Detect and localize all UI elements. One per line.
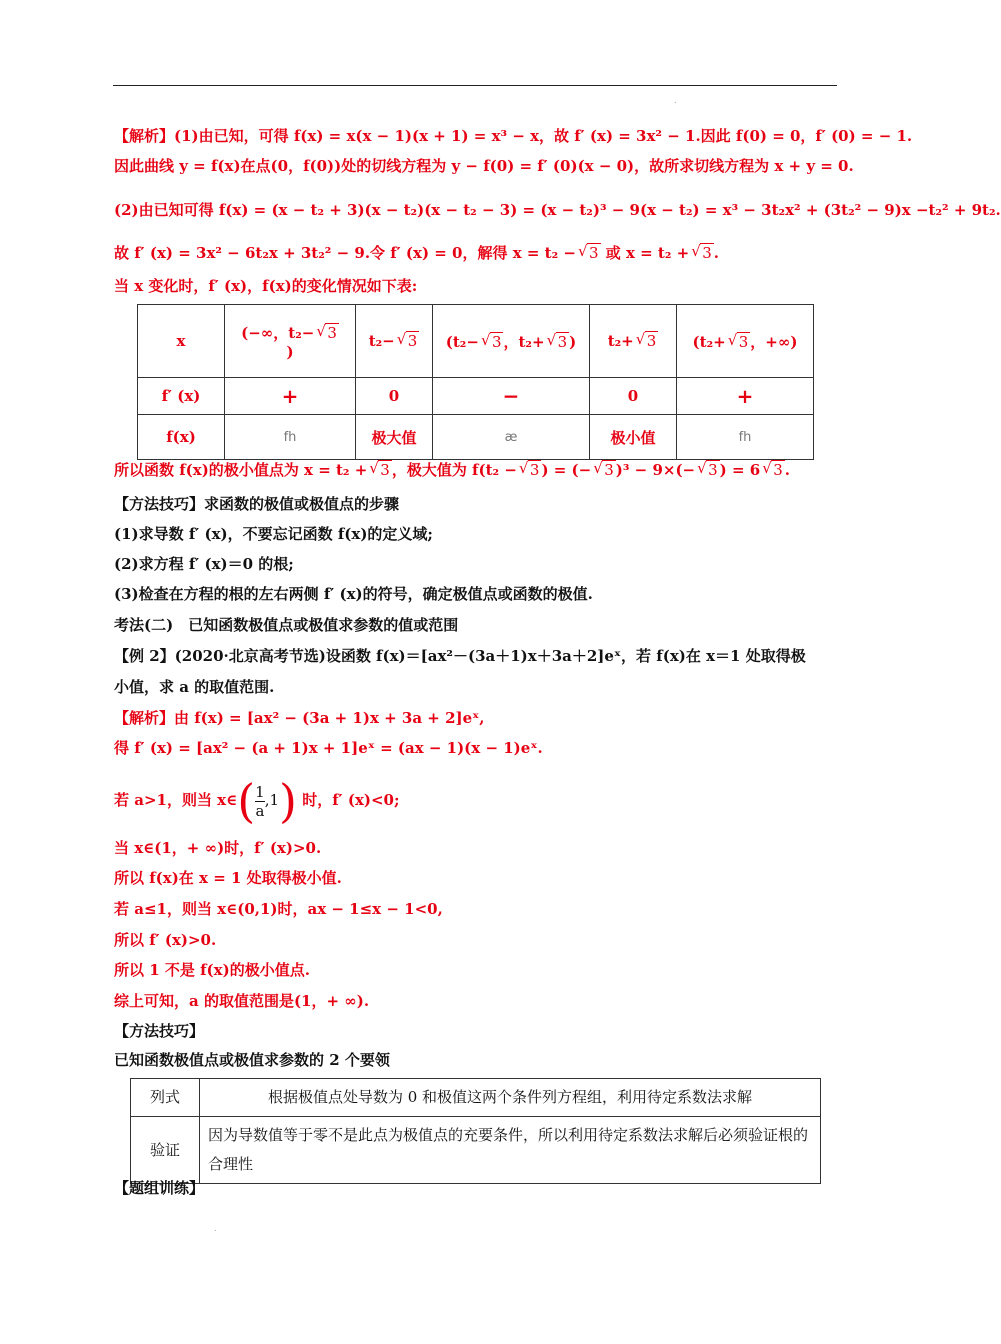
table-row xyxy=(131,1079,821,1117)
row-value: 根据极值点处导数为 0 和极值这两个条件列方程组，利用待定系数法求解 xyxy=(200,1079,821,1117)
header-dot: . xyxy=(674,96,677,105)
analysis1-line3: (2)由已知可得 f(x) = (x − t₂ + 3)(x − t₂)(x − t₂ − 3) = (x − t₂)³ − 9(x − t₂) = x³ − 3t₂x² + (3t₂² − 9)x −t₂² + 9t₂. xyxy=(114,201,1001,219)
analysis2-line7: 所以 f′ (x)>0. xyxy=(114,931,217,949)
example2-line1: 【例 2】(2020·北京高考节选)设函数 f(x)＝[ax²－(3a＋1)x＋3a＋2]eˣ，若 f(x)在 x＝1 处取得极 xyxy=(114,647,806,665)
footer-heading: 【题组训练】 xyxy=(114,1179,205,1197)
analysis2-line1: 【解析】由 f(x) = [ax² − (3a + 1)x + 3a + 2]eˣ, xyxy=(114,709,485,727)
table-row-function xyxy=(138,415,814,460)
header-rule xyxy=(113,85,837,86)
variation-table xyxy=(137,304,814,460)
analysis2-line9: 综上可知，a 的取值范围是(1，+ ∞). xyxy=(114,992,370,1010)
increasing-arrow-icon: fh xyxy=(225,415,356,460)
section2-title: 考法(二) 已知函数极值点或极值求参数的值或范围 xyxy=(114,616,459,634)
row-key: 列式 xyxy=(131,1079,200,1117)
method1-step1: (1)求导数 f′ (x)，不要忘记函数 f(x)的定义域; xyxy=(114,525,433,543)
table-header-row xyxy=(138,305,814,378)
cell-local-min: 极小值 xyxy=(590,415,677,460)
table-row-derivative xyxy=(138,378,814,415)
analysis1-line4: 故 f′ (x) = 3x² − 6t₂x + 3t₂² − 9.令 f′ (x) = 0，解得 x = t₂ −√ 3 或 x = t₂ +√ 3 . xyxy=(114,243,719,263)
method2-title: 【方法技巧】 xyxy=(114,1022,205,1040)
cell-local-max: 极大值 xyxy=(356,415,433,460)
row-label-derivative: f′ (x) xyxy=(138,378,225,415)
footer-dot: . xyxy=(214,1224,217,1233)
row-key: 验证 xyxy=(131,1117,200,1184)
table-row xyxy=(131,1117,821,1184)
fraction-one-over-a: $\frac{1}{a}$ xyxy=(255,782,265,820)
analysis2-line8: 所以 1 不是 f(x)的极小值点. xyxy=(114,961,310,979)
method1-step3: (3)检查在方程的根的左右两侧 f′ (x)的符号，确定极值点或函数的极值. xyxy=(114,585,593,603)
cell-sign: − xyxy=(433,378,590,415)
header-point-1: t₂−√ 3 xyxy=(356,305,433,378)
t2-squared: t₂² xyxy=(841,201,862,219)
conclusion1: 所以函数 f(x)的极小值点为 x = t₂ +√ 3 ，极大值为 f(t₂ −√ 3 ) = (−√ 3 )³ − 9×(−√ 3 ) = 6√ 3 . xyxy=(114,460,790,480)
method1-title: 【方法技巧】求函数的极值或极值点的步骤 xyxy=(114,495,400,513)
analysis2-line3: 若 a>1，则当 x∈( $\frac{1}{a}$ ,1) 时，f′ (x)<0; xyxy=(114,774,400,828)
example2-line2: 小值，求 a 的取值范围. xyxy=(114,678,275,696)
t2-squared: t₂² xyxy=(311,244,332,262)
increasing-arrow-icon: fh xyxy=(677,415,814,460)
analysis1-line2: 因此曲线 y = f(x)在点(0，f(0))处的切线方程为 y − f(0) = f′ (0)(x − 0)，故所求切线方程为 x + y = 0. xyxy=(114,157,854,175)
header-interval-2: (t₂−√ 3 ，t₂+√ 3 ) xyxy=(433,305,590,378)
header-x: x xyxy=(138,305,225,378)
analysis2-line4: 当 x∈(1，+ ∞)时，f′ (x)>0. xyxy=(114,839,322,857)
analysis1-line1: 【解析】(1)由已知，可得 f(x) = x(x − 1)(x + 1) = x³ − x，故 f′ (x) = 3x² − 1.因此 f(0) = 0，f′ (0) = − 1. xyxy=(114,127,913,145)
analysis2-line2: 得 f′ (x) = [ax² − (a + 1)x + 1]eˣ = (ax − 1)(x − 1)eˣ. xyxy=(114,739,543,757)
header-interval-1: (−∞，t₂−√ 3 ) xyxy=(225,305,356,378)
cell-zero: 0 xyxy=(590,378,677,415)
cell-zero: 0 xyxy=(356,378,433,415)
method2-table xyxy=(130,1078,821,1184)
cell-sign: + xyxy=(225,378,356,415)
analysis1-line5: 当 x 变化时，f′ (x)，f(x)的变化情况如下表: xyxy=(114,277,418,295)
cell-sign: + xyxy=(677,378,814,415)
analysis2-line6: 若 a≤1，则当 x∈(0,1)时，ax − 1≤x − 1<0, xyxy=(114,900,443,918)
analysis2-line5: 所以 f(x)在 x = 1 处取得极小值. xyxy=(114,869,342,887)
row-label-function: f(x) xyxy=(138,415,225,460)
sqrt-three: √ 3 xyxy=(691,243,714,263)
header-point-2: t₂+√ 3 xyxy=(590,305,677,378)
t2-squared: t₂² xyxy=(928,201,949,219)
method2-subtitle: 已知函数极值点或极值求参数的 2 个要领 xyxy=(114,1051,390,1069)
method1-step2: (2)求方程 f′ (x)＝0 的根; xyxy=(114,555,294,573)
header-interval-3: (t₂+√ 3 ，+∞) xyxy=(677,305,814,378)
decreasing-arrow-icon: æ xyxy=(433,415,590,460)
sqrt-three: √ 3 xyxy=(578,243,601,263)
row-value: 因为导数值等于零不是此点为极值点的充要条件，所以利用待定系数法求解后必须验证根的合理性 xyxy=(200,1117,821,1184)
